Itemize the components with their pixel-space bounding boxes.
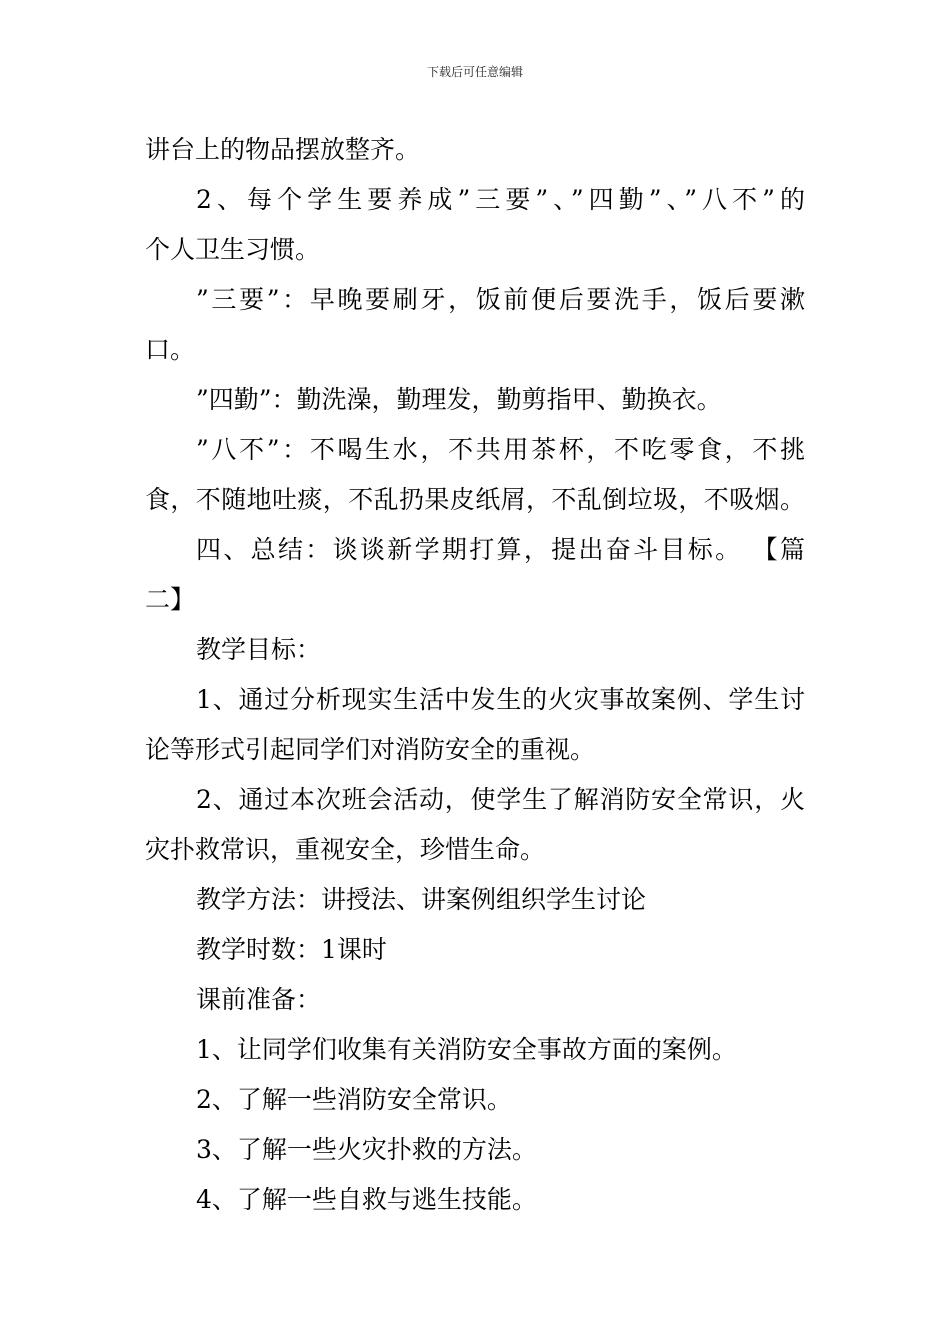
text-line: 个人卫生习惯。 [145,235,321,264]
text-line: 二】 [145,585,196,614]
text-line: 2、每个学生要养成”三要”、”四勤”、”八不”的 [196,185,805,214]
text-line: 四、总结：谈谈新学期打算，提出奋斗目标。 【篇 [196,535,805,564]
text-line: ”八不”：不喝生水，不共用茶杯，不吃零食，不挑 [196,435,805,464]
text-line: 1、通过分析现实生活中发生的火灾事故案例、学生讨 [196,685,805,714]
text-line: ”四勤”：勤洗澡，勤理发，勤剪指甲、勤换衣。 [196,385,722,414]
text-line: 论等形式引起同学们对消防安全的重视。 [145,735,596,764]
text-line: 1、让同学们收集有关消防安全事故方面的案例。 [196,1035,737,1064]
text-line: 食，不随地吐痰，不乱扔果皮纸屑，不乱倒垃圾，不吸烟。 [145,485,805,514]
text-line: 教学方法：讲授法、讲案例组织学生讨论 [196,885,647,914]
text-line: 讲台上的物品摆放整齐。 [145,135,421,164]
text-line: 3、了解一些火灾扑救的方法。 [196,1135,537,1164]
text-line: 口。 [145,335,196,364]
text-line: 教学时数：1课时 [196,935,387,964]
text-line: 2、了解一些消防安全常识。 [196,1085,512,1114]
text-line: ”三要”：早晚要刷牙，饭前便后要洗手，饭后要漱 [196,285,805,314]
text-line: 4、了解一些自救与逃生技能。 [196,1185,537,1214]
text-line: 教学目标： [196,635,322,664]
text-line: 2、通过本次班会活动，使学生了解消防安全常识，火 [196,785,805,814]
text-line: 灾扑救常识，重视安全，珍惜生命。 [145,835,546,864]
page-header: 下载后可任意编辑 [426,65,523,79]
text-line: 课前准备： [196,985,322,1014]
